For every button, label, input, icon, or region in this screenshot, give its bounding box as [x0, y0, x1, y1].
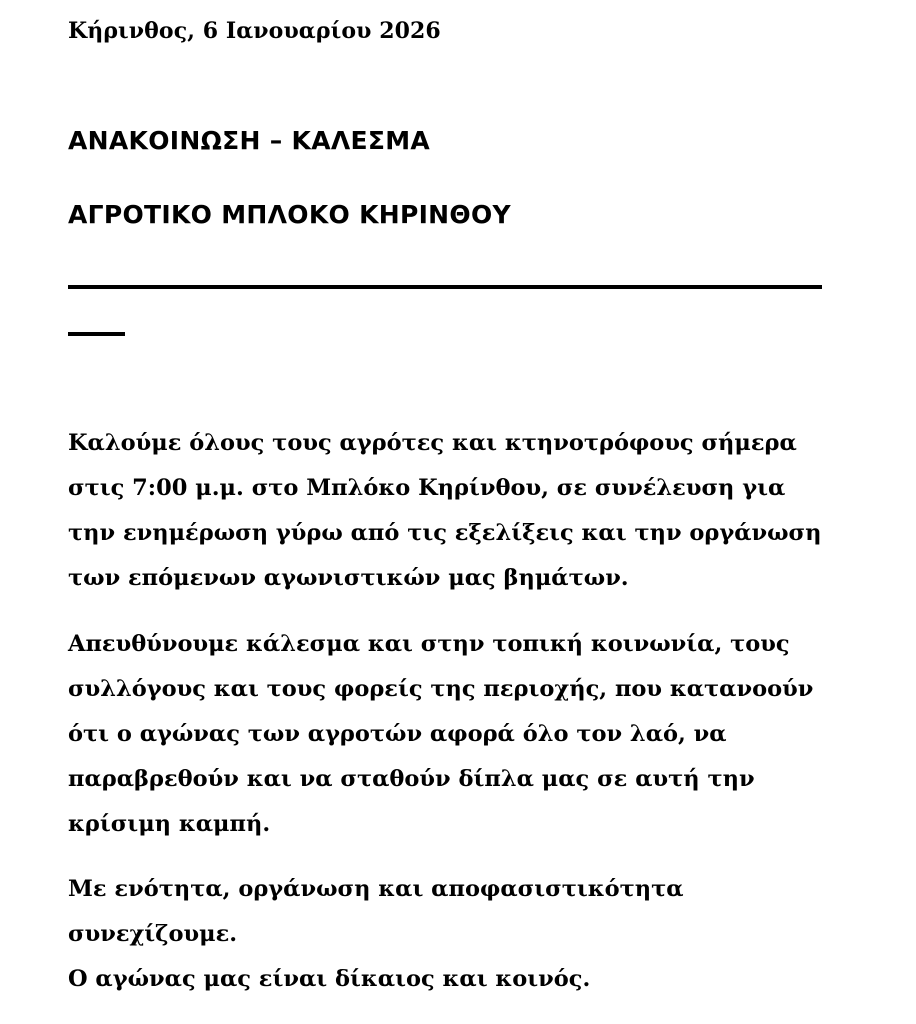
divider-line — [68, 285, 822, 289]
announcement-title: ΑΝΑΚΟΙΝΩΣΗ – ΚΑΛΕΣΜΑ — [68, 126, 431, 155]
paragraph-line: στις 7:00 μ.μ. στο Μπλόκο Κηρίνθου, σε συνέλευση για — [68, 475, 786, 501]
announcement-subtitle: ΑΓΡΟΤΙΚΟ ΜΠΛΟΚΟ ΚΗΡΙΝΘΟΥ — [68, 200, 511, 229]
paragraph-line: παραβρεθούν και να σταθούν δίπλα μας σε αυτή την — [68, 766, 755, 792]
paragraph-line: Με ενότητα, οργάνωση και αποφασιστικότητα — [68, 876, 684, 902]
paragraph-line: ότι ο αγώνας των αγροτών αφορά όλο τον λαό, να — [68, 721, 727, 747]
paragraph-community-call — [68, 622, 848, 847]
paragraph-closing — [68, 867, 848, 1002]
paragraph-line: Καλούμε όλους τους αγρότες και κτηνοτρόφους σήμερα — [68, 430, 797, 456]
paragraph-line: κρίσιμη καμπή. — [68, 811, 271, 837]
date-line: Κήρινθος, 6 Ιανουαρίου 2026 — [68, 18, 441, 44]
paragraph-invitation — [68, 421, 848, 601]
paragraph-line: την ενημέρωση γύρω από τις εξελίξεις και την οργάνωση — [68, 520, 822, 546]
divider-line-short — [68, 332, 125, 336]
paragraph-line: των επόμενων αγωνιστικών μας βημάτων. — [68, 565, 629, 591]
paragraph-line: Απευθύνουμε κάλεσμα και στην τοπική κοινωνία, τους — [68, 631, 790, 657]
paragraph-line: συνεχίζουμε. — [68, 921, 238, 947]
paragraph-line: συλλόγους και τους φορείς της περιοχής, που κατανοούν — [68, 676, 814, 702]
paragraph-line: Ο αγώνας μας είναι δίκαιος και κοινός. — [68, 966, 591, 992]
